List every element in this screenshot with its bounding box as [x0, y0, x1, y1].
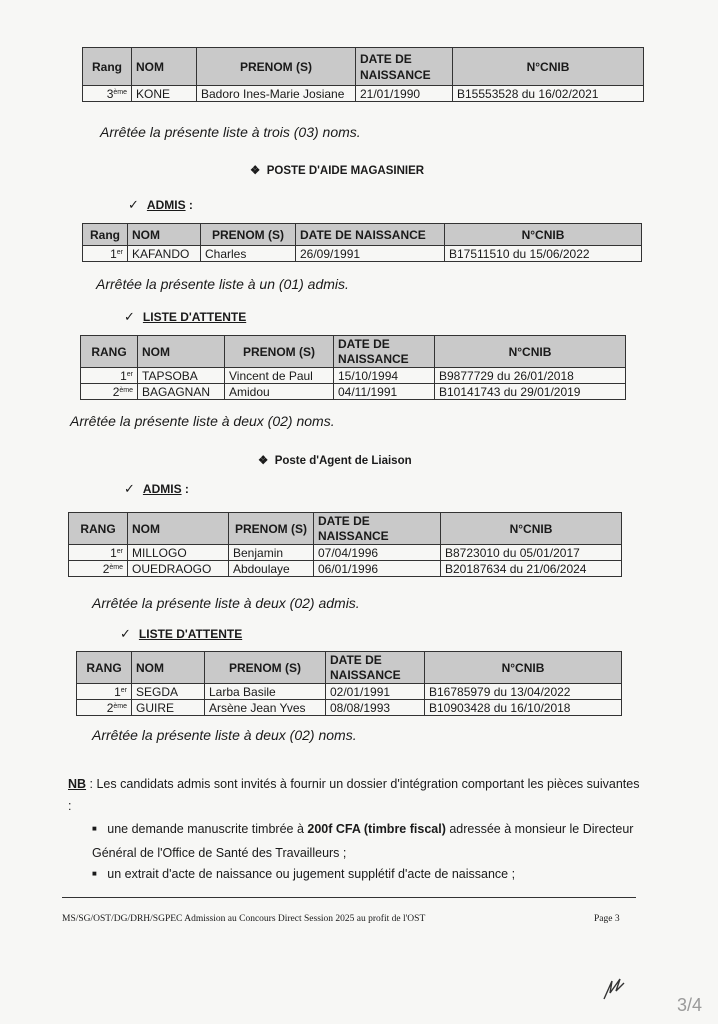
statement-liaison-attente: Arrêtée la présente liste à deux (02) noms. [92, 727, 357, 743]
nb-item-1: ■ une demande manuscrite timbrée à 200f CFA (timbre fiscal) adressée à monsieur le Directeur Général de l'Office de Santé des Travailleurs ; [92, 822, 634, 860]
footer-divider [62, 897, 636, 898]
header-rang: Rang [83, 48, 132, 86]
table-row: 2ème OUEDRAOGO Abdoulaye 06/01/1996 B20187634 du 21/06/2024 [69, 561, 622, 577]
footer-reference: MS/SG/OST/DG/DRH/SGPEC Admission au Concours Direct Session 2025 au profit de l'OST [62, 914, 426, 924]
table-magasinier-attente: RANG NOM PRENOM (S) DATE DE NAISSANCE N°CNIB 1er TAPSOBA Vincent de Paul 15/10/1994 B9877729 du 26/01/2018 2ème BAGAGNAN Amidou 04/11/1991 B10141743 du 29/01/2019 [80, 335, 626, 400]
table-row: 1er TAPSOBA Vincent de Paul 15/10/1994 B9877729 du 26/01/2018 [81, 368, 626, 384]
signature-mark [600, 975, 628, 1003]
header-prenom: PRENOM (S) [197, 48, 356, 86]
square-bullet-icon: ■ [92, 869, 97, 878]
table-magasinier-admis: Rang NOM PRENOM (S) DATE DE NAISSANCE N°CNIB 1er KAFANDO Charles 26/09/1991 B17511510 du 15/06/2022 [82, 223, 642, 262]
statement-list1: Arrêtée la présente liste à trois (03) noms. [100, 124, 361, 140]
check-icon: ✓ [128, 197, 139, 212]
check-icon: ✓ [124, 481, 135, 496]
square-bullet-icon: ■ [92, 824, 97, 833]
table-row: 2ème BAGAGNAN Amidou 04/11/1991 B10141743 du 29/01/2019 [81, 384, 626, 400]
table-row: 3ème KONE Badoro Ines-Marie Josiane 21/01/1990 B15553528 du 16/02/2021 [83, 86, 644, 102]
section-title-magasinier: ❖ POSTE D'AIDE MAGASINIER [250, 165, 425, 177]
header-date: DATE DE NAISSANCE [356, 48, 453, 86]
table-previous-list [82, 47, 644, 102]
table-liaison-admis: RANG NOM PRENOM (S) DATE DE NAISSANCE N°CNIB 1er MILLOGO Benjamin 07/04/1996 B8723010 du 05/01/2017 2ème OUEDRAOGO Abdoulaye 06/01/1996 B20187634 du 21/06/2024 [68, 512, 622, 577]
statement-magasinier-admis: Arrêtée la présente liste à un (01) admis. [96, 276, 349, 292]
header-nom: NOM [132, 48, 197, 86]
subsection-attente-liaison: ✓ LISTE D'ATTENTE [120, 626, 243, 641]
table-liaison-attente: RANG NOM PRENOM (S) DATE DE NAISSANCE N°CNIB 1er SEGDA Larba Basile 02/01/1991 B16785979 du 13/04/2022 2ème GUIRE Arsène Jean Yves 08/08/1993 B10903428 du 16/10/2018 [76, 651, 622, 716]
header-cnib: N°CNIB [453, 48, 644, 86]
table-row: 1er SEGDA Larba Basile 02/01/1991 B16785979 du 13/04/2022 [77, 684, 622, 700]
statement-magasinier-attente: Arrêtée la présente liste à deux (02) noms. [70, 413, 335, 429]
nb-intro: Les candidats admis sont invités à fournir un dossier d'intégration comportant les pièces suivantes : [68, 777, 640, 813]
subsection-admis-liaison: ✓ ADMIS : [124, 481, 189, 496]
diamond-bullet-icon: ❖ [258, 455, 269, 467]
subsection-attente-magasinier: ✓ LISTE D'ATTENTE [124, 309, 247, 324]
diamond-bullet-icon: ❖ [250, 165, 261, 177]
footer-page: Page 3 [594, 914, 620, 924]
section-title-liaison: ❖ Poste d'Agent de Liaison [258, 455, 412, 467]
subsection-admis-magasinier: ✓ ADMIS : [128, 197, 193, 212]
table-row: 1er KAFANDO Charles 26/09/1991 B17511510 du 15/06/2022 [83, 246, 642, 262]
check-icon: ✓ [120, 626, 131, 641]
statement-liaison-admis: Arrêtée la présente liste à deux (02) admis. [92, 595, 360, 611]
table-row: 2ème GUIRE Arsène Jean Yves 08/08/1993 B10903428 du 16/10/2018 [77, 700, 622, 716]
table-row: 1er MILLOGO Benjamin 07/04/1996 B8723010 du 05/01/2017 [69, 545, 622, 561]
nb-item-2: ■ un extrait d'acte de naissance ou jugement supplétif d'acte de naissance ; [92, 867, 516, 881]
check-icon: ✓ [124, 309, 135, 324]
page-counter: 3/4 [676, 995, 702, 1015]
nb-paragraph: NB : Les candidats admis sont invités à fournir un dossier d'intégration comportant les pièces suivantes : [68, 777, 640, 813]
nb-label: NB [68, 777, 87, 791]
